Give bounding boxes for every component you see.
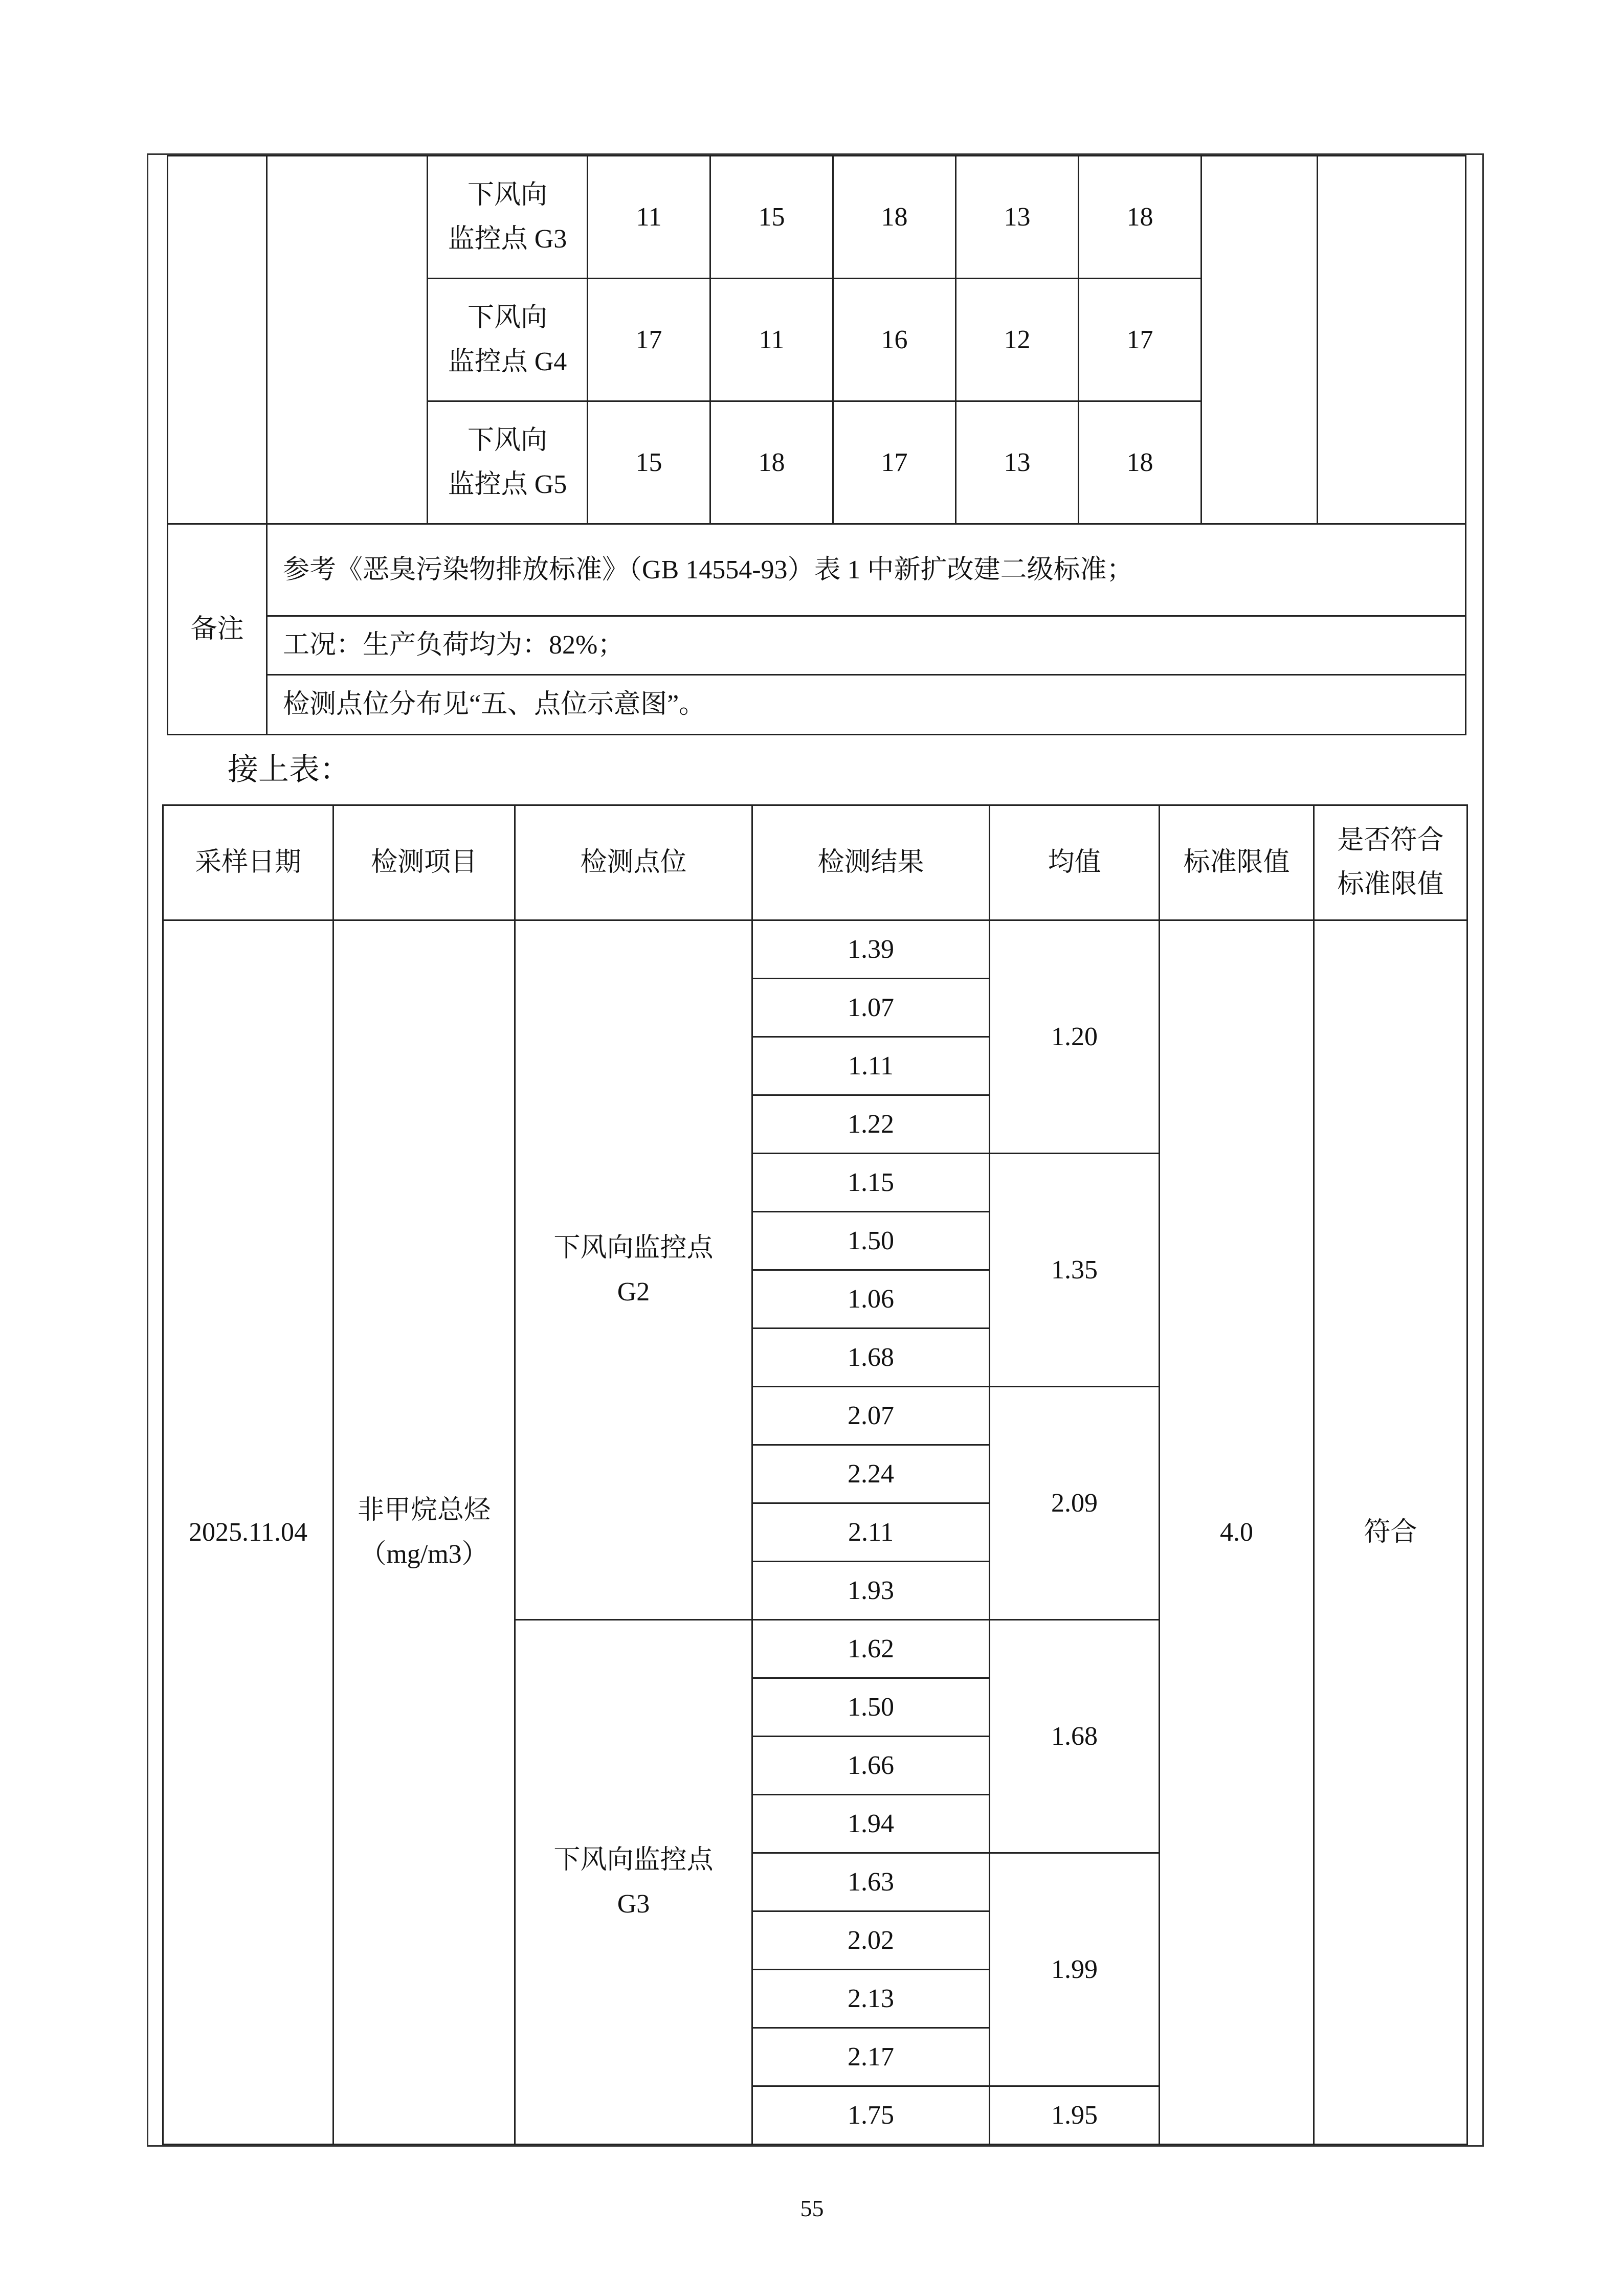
- location-line1: 下风向: [467, 425, 547, 455]
- header-row: [163, 805, 1467, 920]
- page-number: 55: [800, 2195, 824, 2221]
- remark-point-distribution: 检测点位分布见“五、点位示意图”。: [267, 675, 1466, 735]
- remarks-row: [168, 675, 1466, 735]
- empty-cell: [168, 156, 267, 524]
- empty-cell: [267, 156, 428, 524]
- result-cell: 1.50: [752, 1678, 990, 1737]
- result-cell: 2.13: [752, 1970, 990, 2028]
- value-cell: 17: [833, 401, 956, 524]
- result-cell: 1.66: [752, 1737, 990, 1795]
- result-cell: 1.11: [752, 1037, 990, 1095]
- result-cell: 1.68: [752, 1329, 990, 1387]
- result-cell: 2.02: [752, 1911, 990, 1970]
- value-cell: 18: [1079, 156, 1202, 279]
- value-cell: 11: [710, 279, 833, 401]
- result-cell: 2.17: [752, 2028, 990, 2086]
- header-mean: 均值: [990, 805, 1160, 920]
- location-line1: 下风向: [467, 180, 547, 210]
- location-line1: 下风向监控点: [553, 1233, 714, 1263]
- remarks-row: [168, 524, 1466, 616]
- value-cell: 17: [1079, 279, 1202, 401]
- result-cell: 1.62: [752, 1620, 990, 1678]
- result-cell: 2.07: [752, 1387, 990, 1445]
- header-result: 检测结果: [752, 805, 990, 920]
- value-cell: 18: [1079, 401, 1202, 524]
- location-g2: [515, 920, 752, 1620]
- header-date: 采样日期: [163, 805, 333, 920]
- location-cell: [428, 156, 588, 279]
- header-location: 检测点位: [515, 805, 752, 920]
- test-item: [333, 920, 515, 2145]
- continue-label: 接上表：: [228, 753, 350, 786]
- location-line2: G3: [617, 1889, 650, 1919]
- location-line2: G2: [617, 1277, 650, 1307]
- header-compliance-line2: 标准限值: [1337, 870, 1444, 899]
- result-cell: 2.11: [752, 1503, 990, 1562]
- result-cell: 1.06: [752, 1270, 990, 1329]
- compliance-status: 符合: [1314, 920, 1467, 2145]
- location-cell: [428, 401, 588, 524]
- result-cell: 1.75: [752, 2086, 990, 2145]
- mean-cell: 1.99: [990, 1853, 1160, 2086]
- header-limit: 标准限值: [1160, 805, 1314, 920]
- value-cell: 15: [710, 156, 833, 279]
- header-item: 检测项目: [333, 805, 515, 920]
- mean-cell: 1.20: [990, 920, 1160, 1154]
- test-item-unit: （mg/m3）: [360, 1539, 488, 1569]
- value-cell: 18: [833, 156, 956, 279]
- standard-limit: 4.0: [1160, 920, 1314, 2145]
- value-cell: 15: [588, 401, 710, 524]
- mean-cell: 1.68: [990, 1620, 1160, 1853]
- table-row: [168, 156, 1466, 279]
- value-cell: 18: [710, 401, 833, 524]
- value-cell: 13: [956, 401, 1079, 524]
- header-compliance-line1: 是否符合: [1337, 826, 1444, 855]
- table-row: [163, 920, 1467, 979]
- value-cell: 12: [956, 279, 1079, 401]
- result-cell: 1.07: [752, 979, 990, 1037]
- result-cell: 1.94: [752, 1795, 990, 1853]
- location-g3: [515, 1620, 752, 2145]
- remark-working-condition: 工况：生产负荷均为：82%；: [267, 616, 1466, 675]
- result-cell: 1.39: [752, 920, 990, 979]
- test-item-name: 非甲烷总烃: [357, 1495, 491, 1525]
- remarks-row: [168, 616, 1466, 675]
- result-cell: 1.93: [752, 1562, 990, 1620]
- result-cell: 1.15: [752, 1154, 990, 1212]
- value-cell: 17: [588, 279, 710, 401]
- header-compliance: [1314, 805, 1467, 920]
- result-cell: 1.50: [752, 1212, 990, 1270]
- value-cell: 13: [956, 156, 1079, 279]
- result-cell: 1.22: [752, 1095, 990, 1154]
- location-line1: 下风向: [467, 303, 547, 332]
- empty-cell: [1318, 156, 1466, 524]
- location-line2: 监控点 G3: [448, 224, 567, 254]
- nmhc-results-table: [162, 804, 1468, 2145]
- sampling-date: 2025.11.04: [163, 920, 333, 2145]
- continued-odor-table: [167, 155, 1466, 735]
- location-line2: 监控点 G5: [448, 469, 567, 499]
- mean-cell: 1.35: [990, 1154, 1160, 1387]
- empty-cell: [1202, 156, 1318, 524]
- mean-cell: 2.09: [990, 1387, 1160, 1620]
- location-line1: 下风向监控点: [553, 1845, 714, 1875]
- remarks-label: 备注: [168, 524, 267, 735]
- location-cell: [428, 279, 588, 401]
- result-cell: 2.24: [752, 1445, 990, 1503]
- value-cell: 11: [588, 156, 710, 279]
- mean-cell: 1.95: [990, 2086, 1160, 2145]
- remark-standard: 参考《恶臭污染物排放标准》（GB 14554-93）表 1 中新扩改建二级标准；: [267, 524, 1466, 616]
- value-cell: 16: [833, 279, 956, 401]
- result-cell: 1.63: [752, 1853, 990, 1911]
- location-line2: 监控点 G4: [448, 347, 567, 376]
